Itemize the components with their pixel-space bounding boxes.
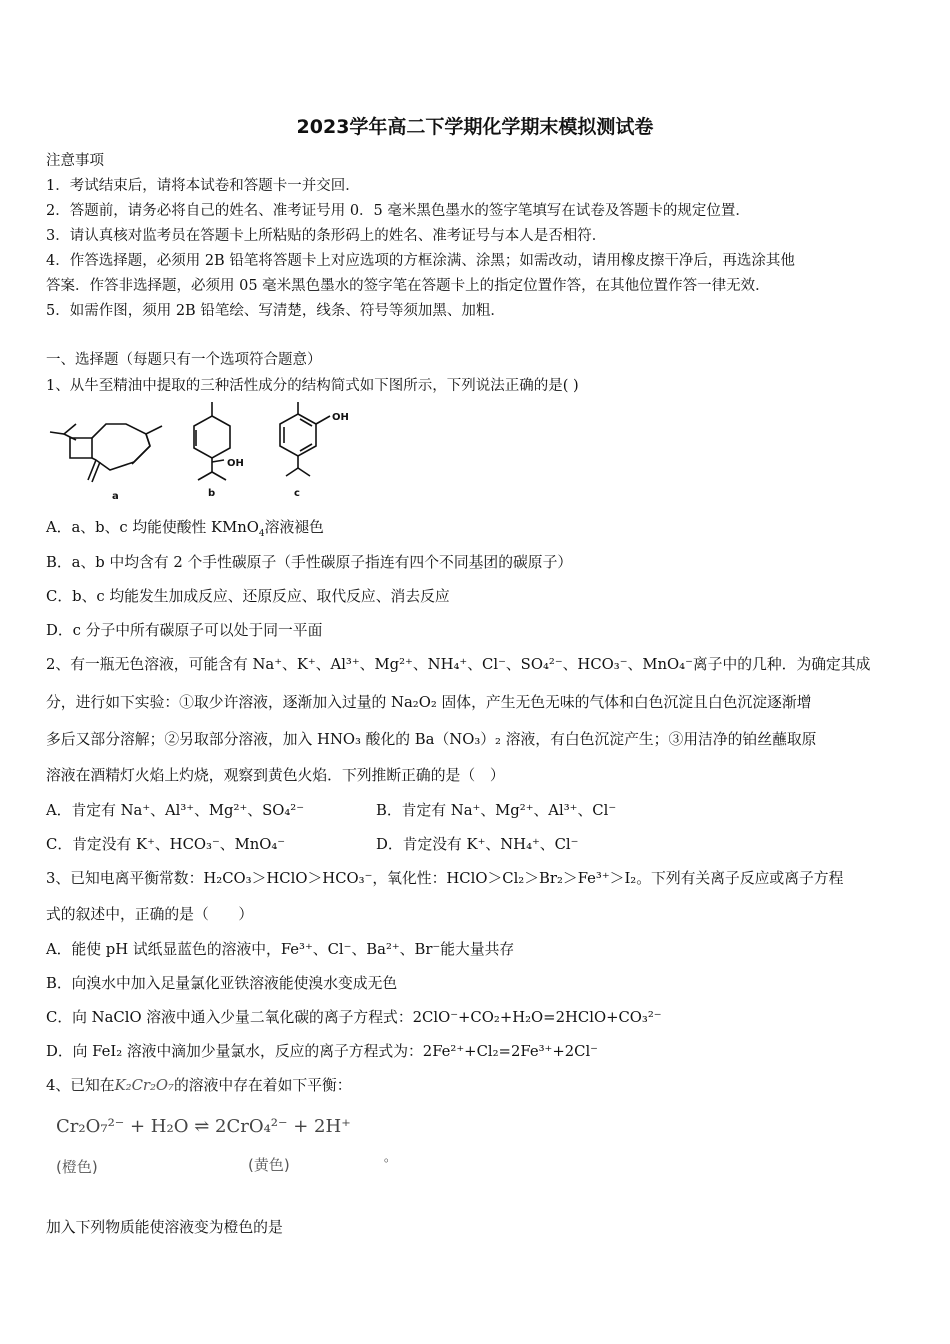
question-3-stem: 式的叙述中，正确的是（ ） [46, 906, 254, 923]
molecule-b-ring [194, 416, 230, 458]
molecule-b-label: b [208, 488, 216, 499]
question-2-option-a[interactable]: A．肯定有 Na⁺、Al³⁺、Mg²⁺、SO₄²⁻ [46, 802, 305, 819]
equation-text: Cr₂O₇²⁻ + H₂O ⇌ 2CrO₄²⁻ + 2H⁺ [56, 1116, 351, 1137]
question-3-option-b[interactable]: B．向溴水中加入足量氯化亚铁溶液能使溴水变成无色 [46, 975, 398, 992]
question-1-option-a[interactable] [46, 518, 324, 538]
question-3-option-d[interactable]: D．向 FeI₂ 溶液中滴加少量氯水，反应的离子方程式为：2Fe²⁺+Cl₂=2Fe³⁺+2Cl⁻ [46, 1043, 598, 1060]
option-a-subscript: 4 [258, 528, 265, 539]
option-a-tail: 溶液褪色 [264, 519, 324, 536]
question-2-option-d[interactable]: D．肯定没有 K⁺、NH₄⁺、Cl⁻ [376, 836, 579, 853]
question-3-option-a[interactable]: A．能使 pH 试纸显蓝色的溶液中，Fe³⁺、Cl⁻、Ba²⁺、Br⁻能大量共存 [46, 941, 515, 958]
notice-item: 3．请认真核对监考员在答题卡上所粘贴的条形码上的姓名、准考证号与本人是否相符． [46, 228, 607, 244]
notice-item: 答案．作答非选择题，必须用 05 毫米黑色墨水的签字笔在答题卡上的指定位置作答，在其他位置作答一律无效． [46, 278, 770, 294]
notice-heading: 注意事项 [46, 153, 104, 169]
molecule-c-ring [280, 414, 316, 456]
question-3-stem: 3、已知电离平衡常数：H₂CO₃＞HClO＞HCO₃⁻，氧化性：HClO＞Cl₂＞Br₂＞Fe³⁺＞I₂。下列有关离子反应或离子方程 [46, 870, 844, 887]
section-heading: 一、选择题（每题只有一个选项符合题意） [46, 352, 322, 368]
right-color-label: (黄色) [248, 1156, 290, 1174]
q4-stem-post: 的溶液中存在着如下平衡： [174, 1077, 352, 1094]
question-3-option-c[interactable]: C．向 NaClO 溶液中通入少量二氧化碳的离子方程式：2ClO⁻+CO₂+H₂O=2HClO+CO₃²⁻ [46, 1009, 662, 1026]
molecule-a-cyclobutane [70, 438, 92, 458]
notice-item: 2．答题前，请务必将自己的姓名、准考证号用 0．5 毫米黑色墨水的签字笔填写在试卷及答题卡的规定位置． [46, 203, 750, 219]
structure-figure [44, 400, 374, 505]
question-4-prompt: 加入下列物质能使溶液变为橙色的是 [46, 1219, 283, 1236]
q4-stem-pre: 4、已知在 [46, 1077, 115, 1094]
option-a-text: A．a、b、c 均能使酸性 KMnO [46, 519, 259, 536]
left-color-label: (橙色) [56, 1158, 98, 1176]
question-2-option-c[interactable]: C．肯定没有 K⁺、HCO₃⁻、MnO₄⁻ [46, 836, 286, 853]
notice-item: 4．作答选择题，必须用 2B 铅笔将答题卡上对应选项的方框涂满、涂黑；如需改动，请用橡皮擦干净后，再选涂其他 [46, 253, 795, 269]
molecule-c-oh-label: OH [332, 412, 349, 423]
notice-item: 1．考试结束后，请将本试卷和答题卡一并交回． [46, 178, 360, 194]
question-1-option-d[interactable]: D．c 分子中所有碳原子可以处于同一平面 [46, 622, 323, 639]
notice-item: 5．如需作图，须用 2B 铅笔绘、写清楚，线条、符号等须加黑、加粗． [46, 303, 505, 319]
molecule-c-label: c [294, 488, 300, 499]
question-2-option-b[interactable]: B．肯定有 Na⁺、Mg²⁺、Al³⁺、Cl⁻ [376, 802, 617, 819]
q4-formula: K₂Cr₂O₇ [114, 1077, 174, 1094]
molecule-a-methyls [50, 424, 76, 434]
molecule-a-label: a [112, 491, 119, 502]
page-title: 2023学年高二下学期化学期末模拟测试卷 [296, 116, 654, 138]
question-4-stem [46, 1076, 352, 1096]
question-1-option-b[interactable]: B．a、b 中均含有 2 个手性碳原子（手性碳原子指连有四个不同基团的碳原子） [46, 554, 573, 571]
molecule-b-oh-label: OH [227, 458, 244, 469]
equation-period: 。 [384, 1150, 397, 1164]
question-2-stem: 2、有一瓶无色溶液，可能含有 Na⁺、K⁺、Al³⁺、Mg²⁺、NH₄⁺、Cl⁻、SO₄²⁻、HCO₃⁻、MnO₄⁻离子中的几种．为确定其成 [46, 656, 871, 673]
equilibrium-equation [52, 1108, 392, 1188]
question-1-stem: 1、从牛至精油中提取的三种活性成分的结构简式如下图所示，下列说法正确的是( ) [46, 378, 579, 394]
question-1-option-c[interactable]: C．b、c 均能发生加成反应、还原反应、取代反应、消去反应 [46, 588, 450, 605]
question-2-stem: 多后又部分溶解；②另取部分溶液，加入 HNO₃ 酸化的 Ba（NO₃）₂ 溶液，有白色沉淀产生；③用洁净的铂丝蘸取原 [46, 731, 817, 748]
question-2-stem: 分，进行如下实验：①取少许溶液，逐渐加入过量的 Na₂O₂ 固体，产生无色无味的气体和白色沉淀且白色沉淀逐渐增 [46, 694, 812, 711]
question-2-stem: 溶液在酒精灯火焰上灼烧，观察到黄色火焰．下列推断正确的是（ ） [46, 767, 505, 784]
